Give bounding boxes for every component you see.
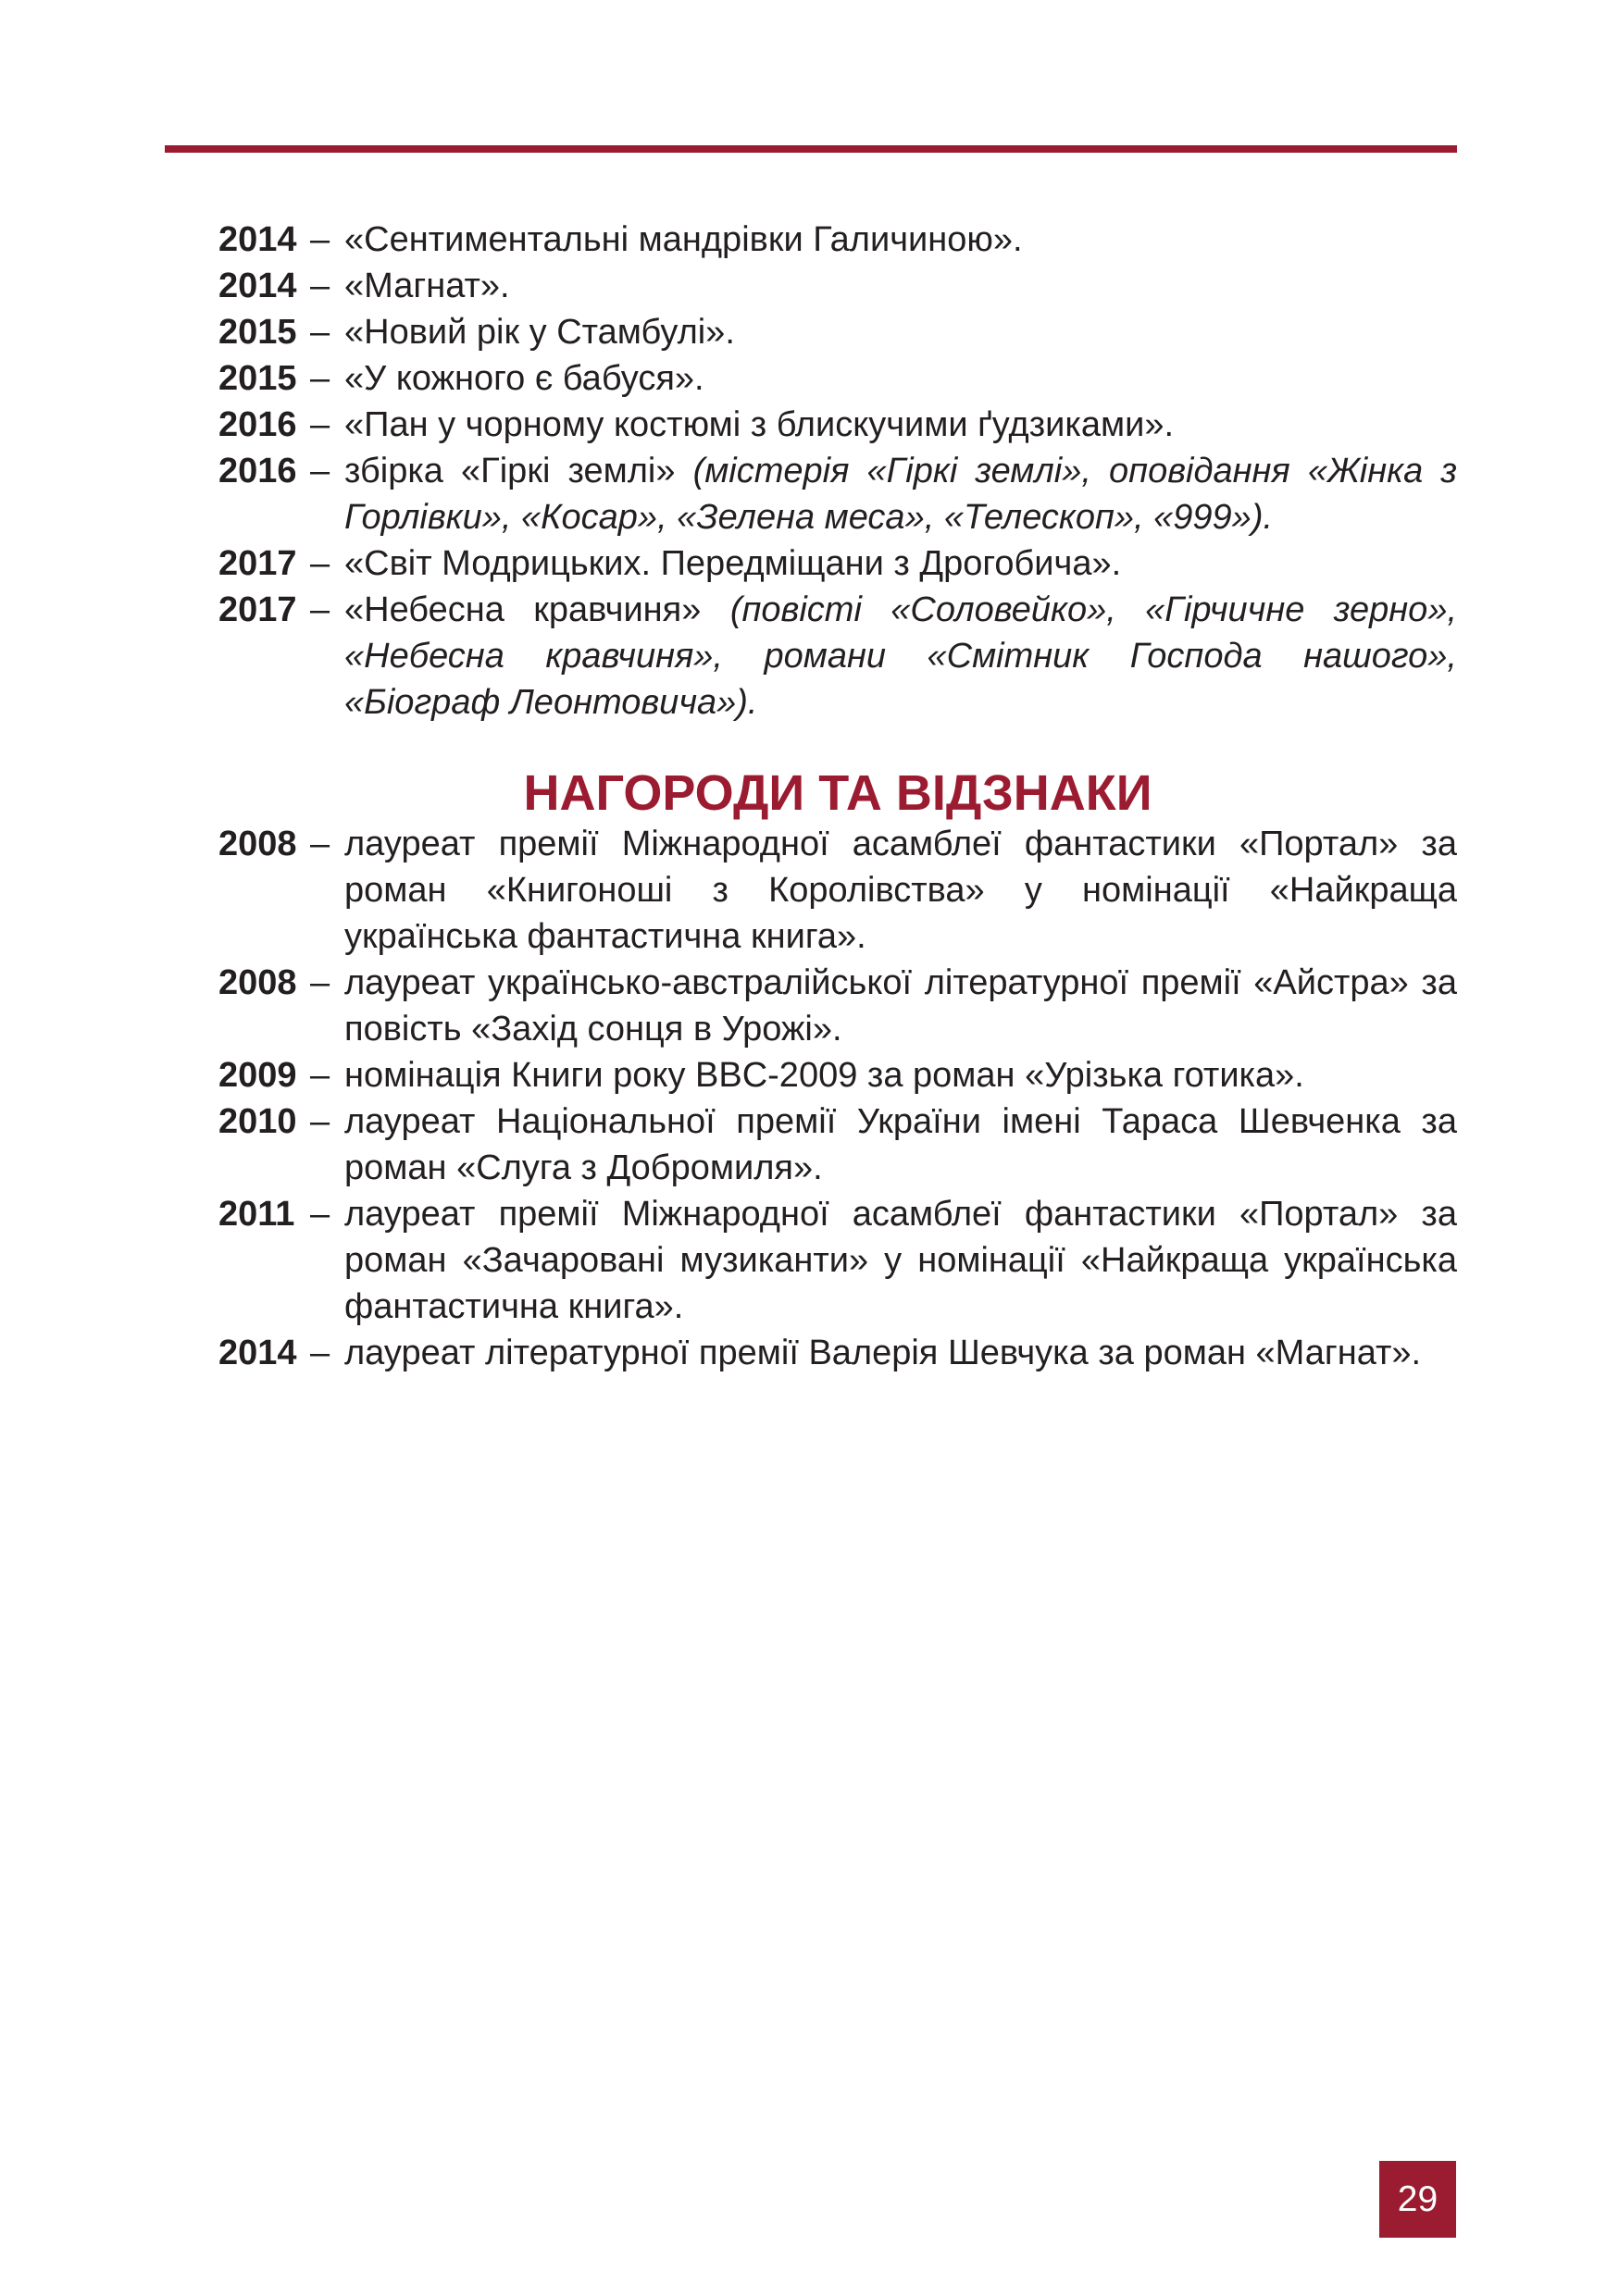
work-contents-note: (повісті «Соловейко», «Гірчичне зерно», «Небесна кравчиня», романи «Смітник Господа нашого», «Біограф Леонтовича»).: [344, 590, 1458, 722]
award-year: 2009: [218, 1056, 297, 1095]
award-text: лауреат Національної премії України імені Тараса Шевченка за роман «Слуга з Добромиля».: [344, 1102, 1457, 1187]
work-entry: [218, 540, 1457, 587]
entry-dash: –: [310, 220, 330, 259]
award-year: 2008: [218, 963, 297, 1002]
work-year: 2016: [218, 405, 297, 444]
entry-dash: –: [310, 963, 330, 1002]
work-title: «У кожного є бабуся».: [344, 359, 704, 398]
entry-dash: –: [310, 1056, 330, 1095]
award-year: 2014: [218, 1334, 297, 1372]
work-title: «Пан у чорному костюмі з блискучими ґудзиками».: [344, 405, 1175, 444]
work-year: 2014: [218, 220, 297, 259]
award-entry: [218, 821, 1457, 960]
award-text: лауреат премії Міжнародної асамблеї фантастики «Портал» за роман «Книгоноші з Королівства» у номінації «Найкраща українська фантастична книга».: [344, 825, 1457, 956]
work-title: «Небесна кравчиня»: [344, 590, 702, 629]
award-text: лауреат премії Міжнародної асамблеї фантастики «Портал» за роман «Зачаровані музиканти» у номінації «Найкраща українська фантастична книга».: [344, 1195, 1457, 1326]
works-list: [218, 217, 1457, 726]
entry-dash: –: [310, 313, 330, 352]
awards-list: [218, 821, 1457, 1376]
award-entry: [218, 960, 1457, 1052]
work-entry: [218, 448, 1457, 540]
work-title: збірка «Гіркі землі»: [344, 452, 676, 490]
header-rule: [165, 145, 1457, 153]
entry-dash: –: [310, 1195, 330, 1234]
award-year: 2010: [218, 1102, 297, 1141]
work-entry: [218, 587, 1457, 726]
entry-dash: –: [310, 452, 330, 490]
work-entry: [218, 263, 1457, 309]
work-title: «Світ Модрицьких. Передміщани з Дрогобича».: [344, 544, 1122, 583]
work-title: «Новий рік у Стамбулі».: [344, 313, 735, 352]
entry-dash: –: [310, 825, 330, 863]
work-year: 2017: [218, 544, 297, 583]
award-year: 2011: [218, 1195, 295, 1234]
work-year: 2015: [218, 313, 297, 352]
work-entry: [218, 217, 1457, 263]
entry-dash: –: [310, 405, 330, 444]
work-year: 2017: [218, 590, 297, 629]
award-entry: [218, 1052, 1457, 1098]
award-text: лауреат українсько-австралійської літературної премії «Айстра» за повість «Захід сонця в Урожі».: [344, 963, 1457, 1049]
award-entry: [218, 1191, 1457, 1330]
work-title: «Сентиментальні мандрівки Галичиною».: [344, 220, 1023, 259]
work-entry: [218, 402, 1457, 448]
entry-dash: –: [310, 590, 330, 629]
work-title: «Магнат».: [344, 267, 510, 305]
work-entry: [218, 309, 1457, 355]
entry-dash: –: [310, 267, 330, 305]
award-entry: [218, 1098, 1457, 1191]
page-number: 29: [1379, 2161, 1456, 2238]
entry-dash: –: [310, 359, 330, 398]
work-year: 2015: [218, 359, 297, 398]
entry-dash: –: [310, 1102, 330, 1141]
work-entry: [218, 355, 1457, 402]
award-year: 2008: [218, 825, 297, 863]
award-text: номінація Книги року BBC-2009 за роман «Урізька готика».: [344, 1056, 1304, 1095]
work-year: 2014: [218, 267, 297, 305]
award-entry: [218, 1330, 1457, 1376]
work-contents-note: (містерія «Гіркі землі», оповідання «Жінка з Горлівки», «Косар», «Зелена меса», «Телескоп», «999»).: [344, 452, 1457, 537]
awards-heading: НАГОРОДИ ТА ВІДЗНАКИ: [523, 765, 1152, 821]
entry-dash: –: [310, 1334, 330, 1372]
entry-dash: –: [310, 544, 330, 583]
award-text: лауреат літературної премії Валерія Шевчука за роман «Магнат».: [344, 1334, 1422, 1372]
work-year: 2016: [218, 452, 297, 490]
